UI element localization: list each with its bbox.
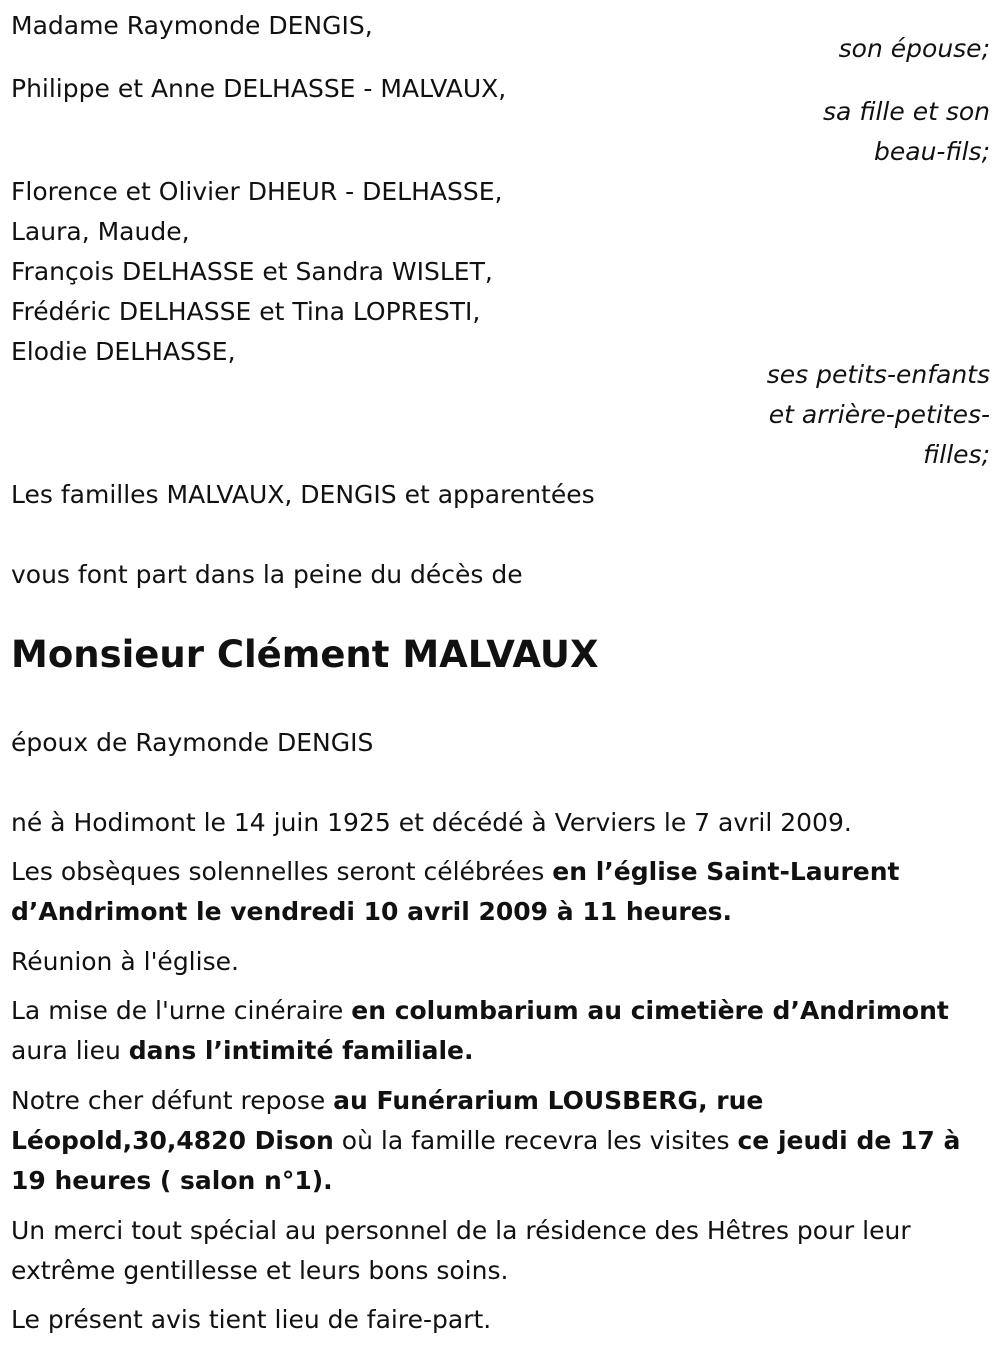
daughter-names: Philippe et Anne DELHASSE - MALVAUX, (11, 74, 507, 103)
spouse-name: Madame Raymonde DENGIS, (11, 11, 373, 40)
husband-of-line: époux de Raymonde DENGIS (11, 728, 374, 757)
spouse-role: son épouse; (838, 34, 990, 63)
families-line: Les familles MALVAUX, DENGIS et apparentées (11, 480, 595, 509)
grandchildren-role-line-2: et arrière-petites- (768, 400, 990, 429)
birth-death-line: né à Hodimont le 14 juin 1925 et décédé à Verviers le 7 avril 2009. (11, 808, 852, 837)
repose-visits: ce jeudi de 17 à 19 heures ( salon n°1). (11, 1126, 961, 1195)
grandchildren-role-line-1: ses petits-enfants (766, 360, 990, 389)
grandchild-line-1: Florence et Olivier DHEUR - DELHASSE, (11, 177, 503, 206)
grandchildren-role-line-3: filles; (923, 440, 990, 469)
grandchild-line-2: Laura, Maude, (11, 217, 190, 246)
urn-privacy: dans l’intimité familiale. (128, 1036, 474, 1065)
repose-place: au Funérarium LOUSBERG, rue Léopold,30,4820 Dison (11, 1086, 764, 1155)
urn-middle: aura lieu (11, 1036, 129, 1065)
funeral-intro: Les obsèques solennelles seront célébrées (11, 857, 553, 886)
funeral-paragraph (11, 852, 986, 932)
grandchild-line-4: Frédéric DELHASSE et Tina LOPRESTI, (11, 297, 481, 326)
daughter-role-line-2: beau-fils; (874, 137, 990, 166)
grandchild-line-5: Elodie DELHASSE, (11, 337, 236, 366)
announcement-line: vous font part dans la peine du décès de (11, 560, 523, 589)
repose-paragraph (11, 1081, 986, 1201)
repose-intro: Notre cher défunt repose (11, 1086, 334, 1115)
daughter-role-line-1: sa fille et son (823, 97, 990, 126)
thanks-paragraph: Un merci tout spécial au personnel de la résidence des Hêtres pour leur extrême gentillesse et leurs bons soins. (11, 1216, 911, 1285)
reunion-line: Réunion à l'église. (11, 947, 239, 976)
closing-line: Le présent avis tient lieu de faire-part. (11, 1305, 492, 1334)
urn-paragraph (11, 991, 986, 1071)
deceased-name: Monsieur Clément MALVAUX (11, 633, 599, 676)
urn-place: en columbarium au cimetière d’Andrimont (351, 996, 949, 1025)
funeral-place-time: en l’église Saint-Laurent d’Andrimont le vendredi 10 avril 2009 à 11 heures. (11, 857, 900, 926)
repose-middle: où la famille recevra les visites (333, 1126, 738, 1155)
urn-intro: La mise de l'urne cinéraire (11, 996, 352, 1025)
grandchild-line-3: François DELHASSE et Sandra WISLET, (11, 257, 493, 286)
